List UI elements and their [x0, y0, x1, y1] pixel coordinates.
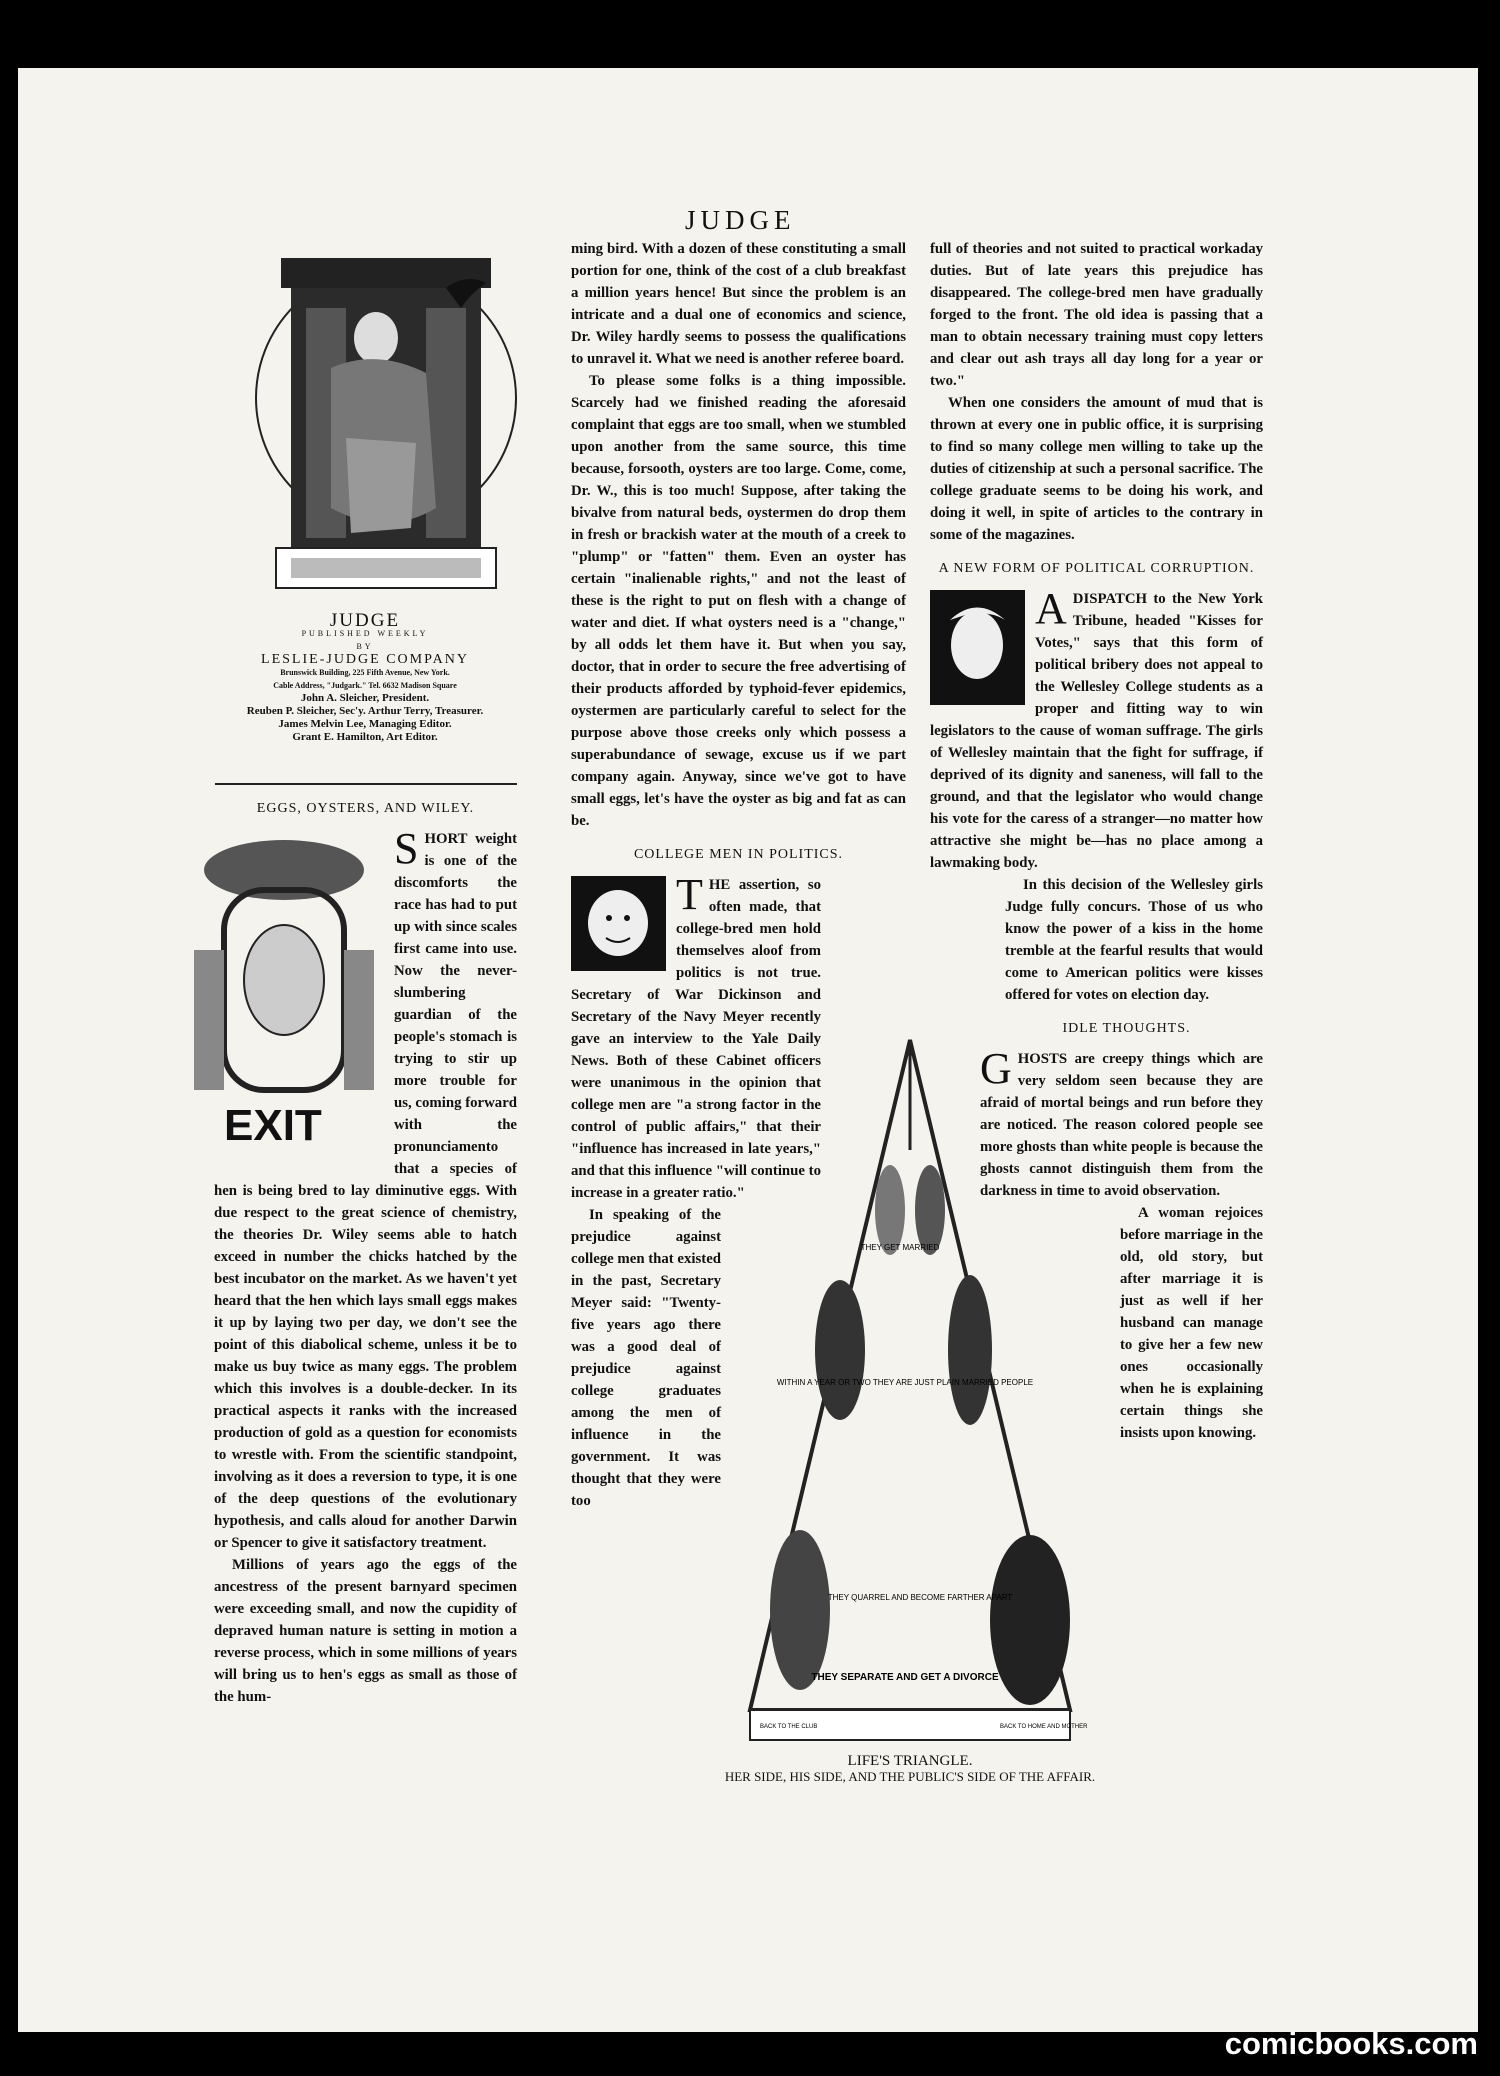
eggs-first-paragraph: HORT weight is one of the discomforts the race has had to put up with since scales first came into use. Now the never-slumbering guardian of the people's stomach is trying to stir up more trouble for us, coming forward with the pronunciamento that a species of hen is being bred to lay diminutive eggs. With due respect to the great science of chemistry, the theories Dr. Wiley seems able to hatch exceed in number the chicks hatched by the best incubator on the market. As we haven't yet heard that the hen which lays small eggs makes it up by laying two per day, we don't see the point of this diabolical scheme, unless it be to make us buy twice as many eggs. The problem which this involves is a double-decker. In its practical aspects it ranks with the increased production of gold as a question for economists to wrestle with. From the scientific standpoint, involving as it does a reversion to type, it is one of the deep questions of the evolutionary hypothesis, and calls aloud for another Darwin or Spencer to give it satisfactory treatment.: [214, 831, 517, 1551]
publisher-weekly: PUBLISHED WEEKLY: [301, 629, 429, 638]
face-vignette-illustration: [571, 876, 666, 971]
eggs-continued-2: To please some folks is a thing impossible. Scarcely had we finished reading the aforesaid complaint that eggs are too small, when we stumbled upon another from the same source, this time because, forsooth, oysters are too large. Come, come, Dr. W., this is too much! Suppose, after taking the bivalve from natural beds, oystermen do drop them in fresh or brackish water at the mouth of a creek to "plump" or "fatten" them. Even an oyster has certain "inalienable rights," and not the least of these is the right to put on flesh with a change of water and diet. If what oysters need is a "change," by all odds let them have it. But when you say, doctor, that in order to secure the free advertising of their products afforded by typhoid-fever epidemics, oystermen are particularly careful to select for the purpose above those creeks only which possess a superabundance of sewage, excuse us if we part company again. Anyway, since we've got to have small eggs, let's have the oyster as big and fat as can be.: [571, 373, 906, 829]
judge-throne-illustration: [236, 248, 536, 608]
eggs-continued-1: ming bird. With a dozen of these constituting a small portion for one, think of the cost of a club breakfast a million years hence! But since the problem is an intricate and a dual one of economics and science, Dr. Wiley hardly seems to possess the qualifications to unravel it. What we need is another referee board.: [571, 241, 906, 367]
eggs-dropcap: S: [394, 824, 419, 873]
triangle-label-quarrel: THEY QUARREL AND BECOME FARTHER APART: [827, 1593, 1013, 1602]
publisher-company: LESLIE-JUDGE COMPANY: [261, 652, 469, 667]
triangle-subcaption: HER SIDE, HIS SIDE, AND THE PUBLIC'S SIDE OF THE AFFAIR.: [724, 1769, 1096, 1784]
lifes-triangle-illustration: [720, 1020, 1100, 1760]
triangle-label-home: BACK TO HOME AND MOTHER: [1000, 1724, 1088, 1730]
publisher-address: Brunswick Building, 225 Fifth Avenue, New York.: [280, 668, 450, 677]
triangle-label-plain: WITHIN A YEAR OR TWO THEY ARE JUST PLAIN MARRIED PEOPLE: [776, 1378, 1034, 1387]
dispatch-paragraph-1: DISPATCH to the New York Tribune, headed "Kisses for Votes," says that this form of political bribery does not appeal to the Wellesley College students as a proper and fitting way to win legislators to the cause of woman suffrage. The girls of Wellesley maintain that the fight for suffrage, if deprived of its dignity and saneness, will fall to the ground, and that the legislator who would change his vote for the caress of a stranger—no matter how attractive she might be—has no place among a lawmaking body.: [930, 591, 1263, 871]
woman-portrait-illustration: [930, 590, 1025, 705]
publisher-name: JUDGE: [329, 610, 401, 631]
publisher-cable: Cable Address, "Judgark." Tel. 6632 Madison Square: [273, 681, 457, 690]
site-watermark-logo: comicbooks.com: [1224, 2026, 1478, 2061]
divider: [215, 783, 517, 785]
college-heading: COLLEGE MEN IN POLITICS.: [633, 847, 844, 862]
college-paragraph-1: HE assertion, so often made, that college-bred men hold themselves aloof from politics is not true. Secretary of War Dickinson and Secretary of the Navy Meyer recently gave an interview to the Yale Daily News. Both of these Cabinet officers were unanimous in the opinion that college men are "a strong factor in the control of public affairs," that their "influence has increased in late years," and that this influence "will continue to increase in a greater ratio.": [571, 877, 821, 1201]
dispatch-paragraph-2: In this decision of the Wellesley girls Judge fully concurs. Those of us who know the power of a kiss in the home tremble at the fearful results that would come to American politics were kisses offered for votes on election day.: [1005, 877, 1263, 1003]
triangle-label-married: THEY GET MARRIED: [860, 1243, 940, 1252]
exit-sign: EXIT: [224, 1101, 322, 1150]
college-dropcap: T: [676, 870, 703, 919]
page-title: JUDGE: [685, 205, 796, 235]
idle-heading: IDLE THOUGHTS.: [1062, 1021, 1191, 1036]
publisher-box: [210, 610, 520, 744]
publisher-staff-4: Grant E. Hamilton, Art Editor.: [292, 731, 438, 743]
idle-paragraph-2: A woman rejoices before marriage in the old, old story, but after marriage it is just as well if her husband can manage to give her a few new ones occasionally when he is explaining certain things she insists upon knowing.: [1120, 1205, 1263, 1441]
college-paragraph-2: In speaking of the prejudice against college men that existed in the past, Secretary Meyer said: "Twenty-five years ago there was a good deal of prejudice against college graduates among the men of influence in the government. It was thought that they were too: [571, 1207, 721, 1509]
publisher-staff-1: John A. Sleicher, President.: [300, 692, 430, 704]
triangle-caption-box: [720, 1754, 1100, 1784]
dispatch-heading: A NEW FORM OF POLITICAL CORRUPTION.: [938, 561, 1255, 576]
eggs-second-paragraph: Millions of years ago the eggs of the ancestress of the present barnyard specimen were exceeding small, and now the cupidity of depraved human nature is setting in motion a reverse process, which in some millions of years will bring us to hen's eggs as small as those of the hum-: [214, 1557, 517, 1705]
publisher-staff-2: Reuben P. Sleicher, Sec'y. Arthur Terry, Treasurer.: [246, 705, 484, 717]
exit-illustration: [184, 830, 384, 1160]
triangle-label-club: BACK TO THE CLUB: [760, 1724, 818, 1730]
dispatch-dropcap: A: [1035, 584, 1067, 633]
idle-dropcap: G: [980, 1044, 1012, 1093]
eggs-heading: EGGS, OYSTERS, AND WILEY.: [256, 801, 475, 816]
triangle-label-divorce: THEY SEPARATE AND GET A DIVORCE: [811, 1672, 999, 1683]
triangle-caption: LIFE'S TRIANGLE.: [847, 1753, 973, 1769]
college-paragraph-4: When one considers the amount of mud that is thrown at every one in public office, it is surprising to find so many college men willing to take up the duties of citizenship at such a personal sacrifice. The college graduate seems to be doing his work, and doing it well, in spite of articles to the contrary in some of the magazines.: [930, 395, 1263, 543]
college-paragraph-3: full of theories and not suited to practical workaday duties. But of late years this prejudice has disappeared. The college-bred men have gradually forged to the front. The old idea is passing that a man to obtain necessary training must copy letters and clear out ash trays all day long for a year or two.": [930, 241, 1263, 389]
column-1: [214, 786, 517, 1708]
publisher-by: BY: [356, 642, 374, 651]
idle-paragraph-1: HOSTS are creepy things which are very seldom seen because they are afraid of mortal beings and run before they are noticed. The reason colored people see more ghosts than white people is because the ghosts cannot distinguish them from the darkness in time to avoid observation.: [980, 1051, 1263, 1199]
publisher-staff-3: James Melvin Lee, Managing Editor.: [278, 718, 452, 730]
